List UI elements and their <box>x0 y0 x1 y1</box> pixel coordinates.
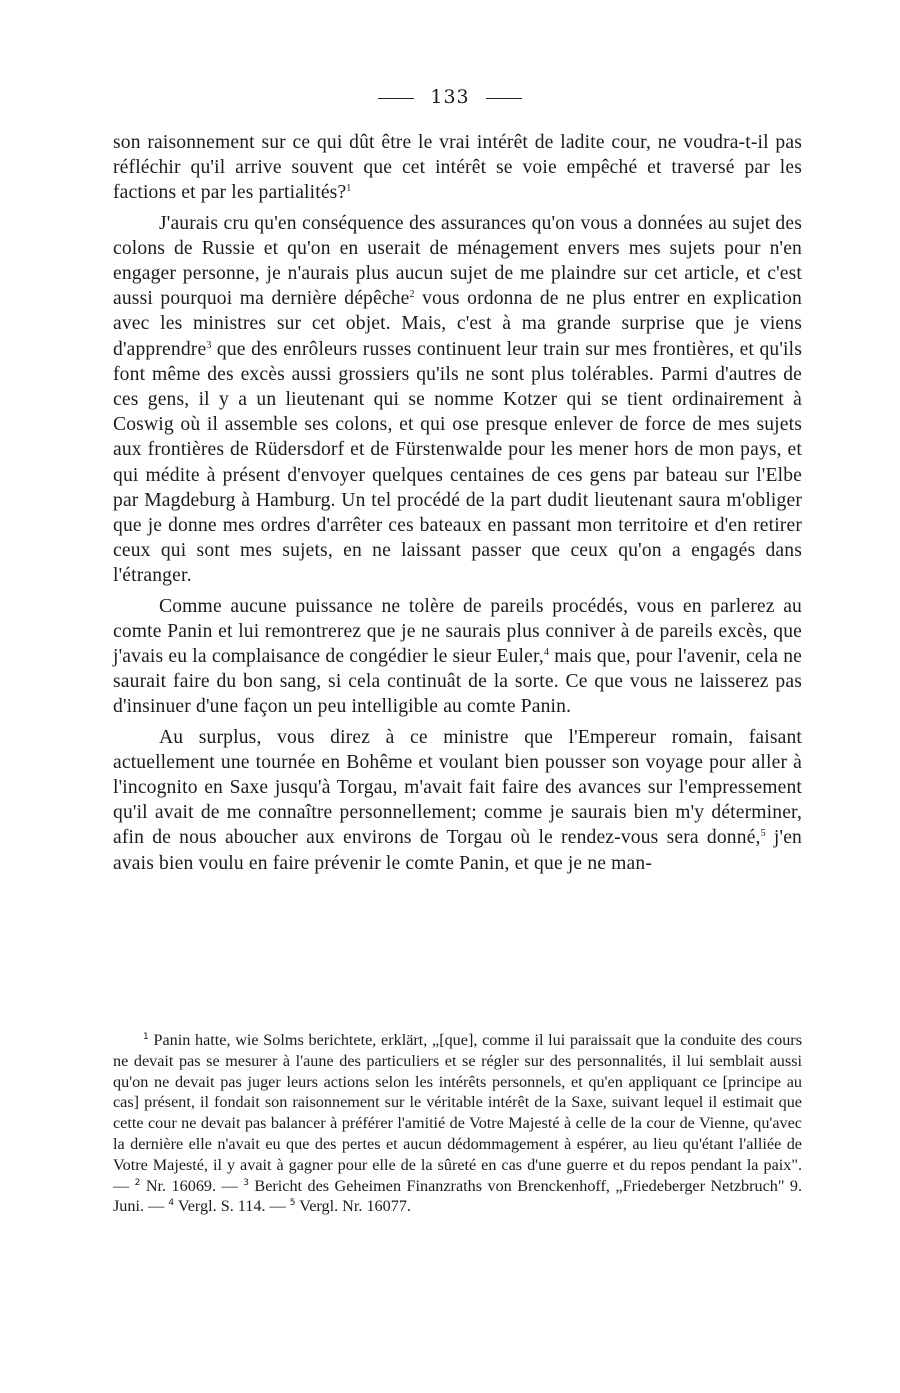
paragraph <box>113 594 802 720</box>
paragraph-continuation <box>113 130 802 206</box>
paragraph-text: j'en avais bien voulu en faire prévenir le comte Panin, et que je ne man- <box>113 827 802 874</box>
footnote-text: Nr. 16069. — <box>145 1176 238 1195</box>
paragraph-text: vous ordonna de ne plus entrer en explication avec les ministres sur cet objet. Mais, c'est à ma grande surprise que je viens d'apprendre <box>113 288 802 360</box>
header-dash-right <box>486 98 522 99</box>
paragraph-text: J'aurais cru qu'en conséquence des assurances qu'on vous a données au sujet des colons de Russie et qu'on en userait de ménagement envers mes sujets pour n'en engager personne, je n'aurais plus aucun sujet de me plaindre sur cet article, et c'est aussi pourquoi ma dernière dépêche <box>113 212 802 310</box>
paragraph-text: mais que, pour l'avenir, cela ne saurait faire du bon sang, si cela continuât de la sorte. Ce que vous ne laisserez pas d'insinuer d'une façon un peu intelligible au comte Panin. <box>113 646 802 718</box>
footnote-text: Vergl. S. 114. — <box>177 1197 286 1216</box>
footnote-ref: 2 <box>409 289 415 301</box>
footnote-mark: 1 <box>143 1032 149 1042</box>
text-line: empêché et traversé par les factions et par les partialités? <box>113 157 802 204</box>
footnote-mark: 2 <box>134 1177 141 1188</box>
page-header <box>0 86 900 108</box>
footnote-ref: 3 <box>206 339 212 351</box>
page-number: 133 <box>430 86 470 108</box>
paragraph-text: Comme aucune puissance ne tolère de pareils procédés, vous en parlerez au comte Panin et lui remontrerez que je ne saurais plus conniver à de pareils excès, que j'avais eu la complaisance de congédier le sieur Euler, <box>113 595 802 668</box>
text-line: son raisonnement sur ce qui dût être le vrai intérêt de ladite cour, ne <box>113 132 677 153</box>
footnote-mark: 3 <box>243 1177 249 1188</box>
footnote-mark: 4 <box>168 1198 175 1209</box>
footnote-mark: 5 <box>289 1198 296 1209</box>
header-dash-left <box>378 98 414 99</box>
footnote-text: Panin hatte, wie Solms berichtete, erklärt, „[que], comme il lui paraissait que la conduite des cours ne devait pas se mesurer à l'aune des particuliers et se régler sur des personnalités, il lui semblait aussi qu'on ne devait pas juger leurs actions selon les intérêts personnels, et qu'en appliquant ce [principe au cas] présent, il fondait son raisonnement sur le véritable intérêt de la Saxe, suivant lequel il estimait que cette cour ne devait pas balancer à préférer l'amitié de Votre Majesté à celle de la cour de Vienne, qu'avec la dernière elle n'avait eu que des pertes et aucun dédommagement à espérer, au lieu qu'étant l'alliée de Votre Majesté, il y avait à gagner pour elle de la sûreté en cas d'une guerre et du repos pendant la paix". — <box>113 1031 802 1195</box>
footnote-ref: 4 <box>543 647 550 659</box>
paragraph-text: Au surplus, vous direz à ce ministre que l'Empereur romain, faisant actuellement une tournée en Bohême et voulant bien pousser son voyage pour aller à l'incognito en Saxe jusqu'à Torgau, m'avait fait faire des avances sur l'empressement qu'il avait de me connaître personnellement; comme je saurais bien m'y déterminer, afin de nous aboucher aux environs de Torgau où le rendez-vous sera donné, <box>113 726 802 849</box>
footnote-block <box>113 1030 802 1217</box>
paragraph <box>113 725 802 876</box>
footnotes <box>113 1030 802 1217</box>
footnote-text: Bericht des Geheimen Finanzraths von Brenckenhoff, „Friedeberger Netzbruch" 9. Juni. — <box>113 1176 803 1216</box>
footnote-ref: 5 <box>760 828 766 840</box>
footnote-ref: 1 <box>346 183 352 195</box>
text-line: voudra-t-il pas réfléchir qu'il arrive souvent que cet intérêt se voie <box>113 132 802 179</box>
footnote-text: Vergl. Nr. 16077. <box>299 1197 411 1216</box>
paragraph <box>113 211 802 589</box>
paragraph-text: que des enrôleurs russes continuent leur train sur mes frontières, et qu'ils font même des excès aussi grossiers qu'ils ne sont plus tolérables. Parmi d'autres de ces gens, il y a un lieutenant qui se nomme Kotzer qui se tient ordinairement à Coswig où il assemble ses colons, et qui ose presque enlever de force de mes sujets aux frontières de Rüdersdorf et de Fürstenwalde pour les mener hors de mon pays, et qui médite à présent d'envoyer quelques centaines de ces gens par bateau sur l'Elbe par Magdeburg à Hamburg. Un tel procédé de la part dudit lieutenant saura m'obliger que je donne mes ordres d'arrêter ces bateaux en passant mon territoire et d'en retirer ceux qui sont mes sujets, en ne laissant passer que ceux qu'on a engagés dans l'étranger. <box>113 338 802 587</box>
main-text <box>113 130 802 876</box>
